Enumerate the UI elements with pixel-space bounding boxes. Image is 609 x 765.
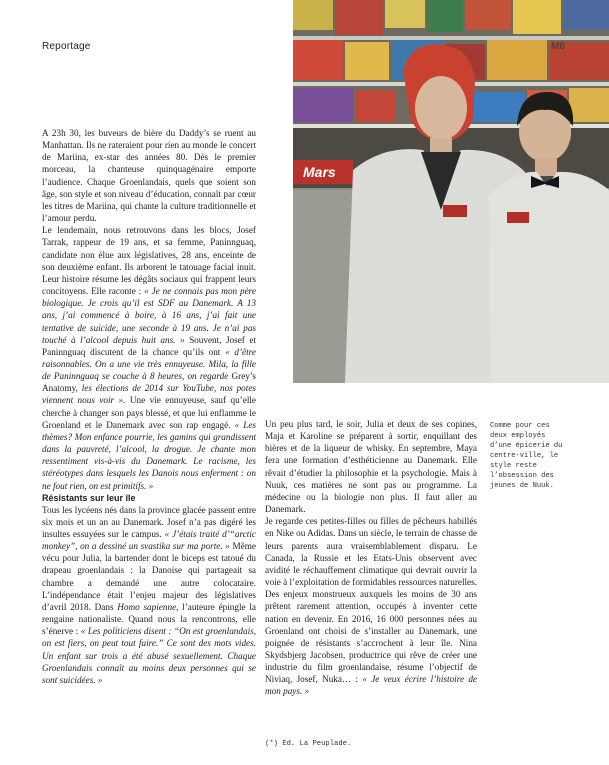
text-span: Le lendemain, nous retrouvons dans les blocs, Josef Tarrak, rappeur de 19 ans, et sa femme, Paninnguaq, candidate non élue aux législatives, 28 ans, enceinte de son deuxième enfant. Ils arborent le tatouage facial inuit. Leur histoire résume les dégâts sociaux qui frappent leurs concitoyens. Elle raconte : [42, 225, 256, 297]
photo-grocery-employees [293, 0, 609, 383]
paragraph-5 [265, 515, 477, 697]
paragraph-2 [42, 224, 256, 491]
paragraph-3 [42, 504, 256, 686]
photo-caption: Comme pour ces deux employés d’une épicerie du centre-ville, le style reste l’obsession des jeunes de Nuuk. [490, 422, 563, 490]
footnote: (*) Ed. La Peuplade. [265, 740, 352, 748]
quote: « J’étais traité d’“arctic monkey”, on a dessiné un svastika sur ma porte. » [42, 529, 256, 552]
quote: « Les thèmes? Mon enfance pourrie, les gamins qui grandissent dans la pauvreté, l’alcool, la drogue. Je chante mon ressentiment vis-à-vis du Danemark. Le racisme, les stéréotypes dans lesquels les Danois nous enferment : on ne fout rien, on est primitifs. » [42, 419, 256, 491]
quote: « Les politiciens disent : “On est groenlandais, on est fiers, on peut tout faire.” Ce sont des mots vides. Un enfant sur trois a été abusé sexuellement. Chaque Groenlandais connaît au moins deux personnes qui se sont suicidées. » [42, 626, 256, 685]
text-span: Même vécu pour Julia, la bartender dont le biceps est tatoué du drapeau groenlandais : la Danoise qui partageait sa chambre a demandé une autre colocataire. L’indépendance était l’enjeu majeur des législatives d’avril 2018. Dans [42, 541, 256, 612]
quote: les élections de 2014 sur YouTube, nos potes viennent nous voir ». [42, 383, 256, 406]
book-title: Homo sapienne, [117, 601, 179, 612]
paragraph-1: A 23h 30, les buveurs de bière du Daddy’s se ruent au Manhattan. Ils ne rateraient pour rien au monde le concert de Mariina, ex-star des années 80. Dès le premier morceau, la chanteuse quinquagénaire emporte l’audience. Chaque Groenlandais, quels que soient son âge, son style et son niveau d’éducation, connaît par cœur les titres de Mariina, qui chante la culture traditionnelle et l’amour perdu. [42, 128, 256, 224]
text-span: Grey’s Anatomy, [42, 371, 256, 394]
quote: « Je ne connais pas mon père biologique. Je crois qu’il est SDF au Danemark. A 13 ans, j’ai commencé à boire, à 16 ans, j’ai fait une tentative de suicide, une seconde à 19 ans. Je n’ai pas touché à l’alcool depuis huit ans. » [42, 286, 256, 345]
article-column-right [265, 418, 477, 698]
subheading: Résistants sur leur île [42, 492, 136, 503]
quote: « Je veux écrire l’histoire de mon pays. » [265, 674, 477, 697]
text-span: l’auteure épingle la rengaine nationaliste. Quand nous la rencontrons, elle s’énerve : [42, 601, 256, 637]
text-span: Tous les lycéens nés dans la province glacée passent entre six mois et un an au Danemark. Josef n’a pas digéré les insultes essuyées sur le campus. [42, 504, 256, 539]
section-label: Reportage [42, 41, 91, 52]
page-number: M6 [551, 41, 565, 52]
quote: « d’être raisonnables. On a une vie très ennuyeuse. Mila, la fille de Paninnguaq se couche à 8 heures, on regarde [42, 346, 256, 382]
article-column-left [42, 127, 256, 686]
paragraph-4: Un peu plus tard, le soir, Julia et deux de ses copines, Maja et Karoline se préparent à sortir, enquillant des bières et de la liqueur de whisky. En septembre, Maya fera une formation d’esthéticienne au Danemark. Elle rêvait d’étudier la philosophie et la psychologie. Mais à Nuuk, ces matières ne sont pas au programme. La médecine ou la biologie non plus. Il faut aller au Danemark. [265, 419, 477, 515]
text-span: Une vie ennuyeuse, sauf qu’elle cherche à changer son pays blessé, et que lui enflamme le Groenland et le Danemark avec son rap engagé. [42, 395, 257, 430]
text-span: Souvent, Josef et Paninnguaq discutent de la chance qu’ils ont [42, 334, 256, 357]
text-span: Je regarde ces petites-filles ou filles de pêcheurs habillés en Nike ou Adidas. Dans un siècle, le terrain de chasse de leurs parents aura vraisemblablement disparu. Le Canada, la Russie et les Etats-Unis observent avec avidité le réchauffement climatique qui devrait ouvrir la voie à l’exploitation de formidables ressources naturelles. Des enjeux monstrueux auxquels les moins de 30 ans prêtent rarement attention, occupés à inventer cette nation en devenir. En 2016, 16 000 personnes nées au Groenland ont choisi de s’installer au Danemark, une poignée de résistants s’accrochent à leur île. Nina Skydsbjerg Jacobsen, productrice qui rêve de créer une industrie du film groenlandaise, résume l’objectif de Niviaq, Josef, Nuka… : [265, 516, 478, 685]
mars-sign-text: Mars [303, 164, 336, 180]
photo-illustration [293, 0, 609, 383]
